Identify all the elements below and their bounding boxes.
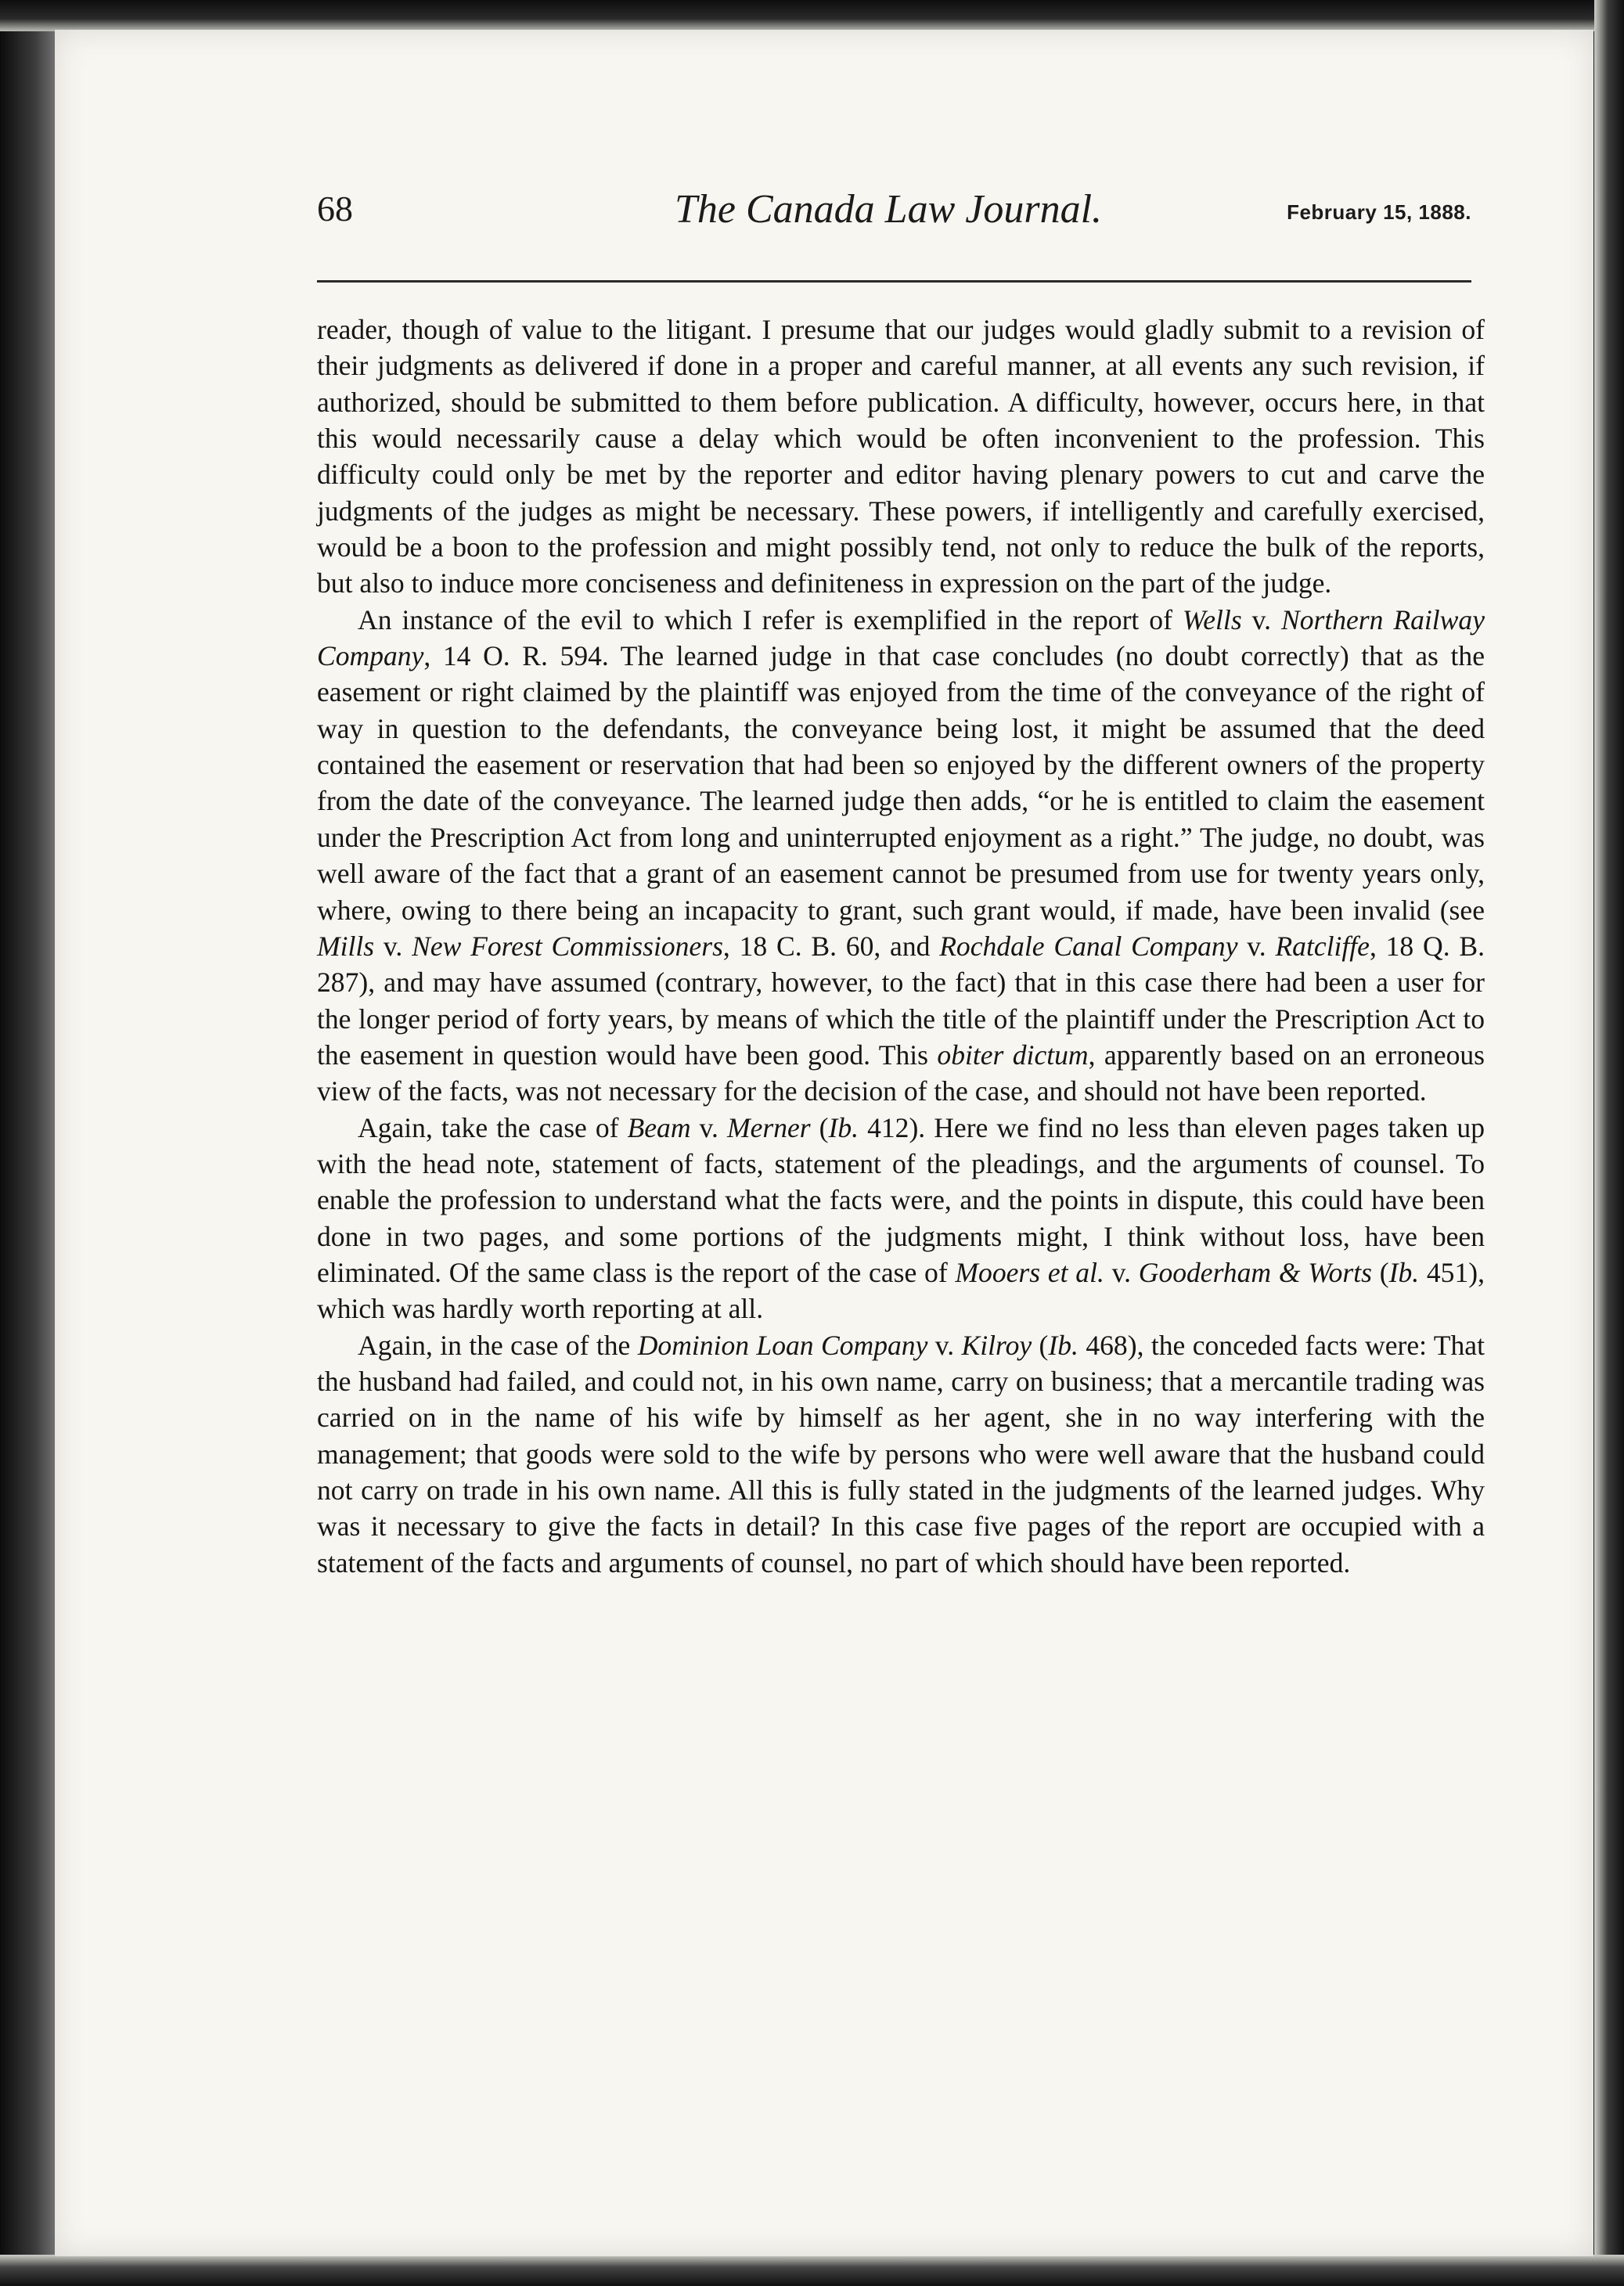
- scan-border-top: [0, 0, 1624, 31]
- text-run: reader, though of value to the litigant. I presume that our judges would gladly submit to a revision of their judgments as delivered if done in a proper and careful manner, at all events any such revision, if authorized, should be submitted to them before publication. A difficulty, however, occurs here, in that this would necessarily cause a delay which would be often inconvenient to the profession. This difficulty could only be met by the reporter and editor having plenary powers to cut and carve the judgments of the judges as might be necessary. These powers, if intelligently and carefully exercised, would be a boon to the profession and might possibly tend, not only to reduce the bulk of the reports, but also to induce more conciseness and definiteness in expression on the part of the judge.: [317, 314, 1485, 599]
- italic-citation: Northern Railway Company: [317, 603, 1485, 672]
- text-run: (: [1032, 1329, 1049, 1361]
- text-run: v.: [927, 1329, 962, 1361]
- text-run: (: [810, 1111, 829, 1143]
- italic-citation: Merner: [726, 1111, 811, 1143]
- italic-citation: obiter dictum: [937, 1039, 1089, 1071]
- issue-date: February 15, 1888.: [1287, 200, 1471, 224]
- text-run: v.: [374, 930, 412, 962]
- paragraph: [317, 311, 1485, 602]
- text-run: 468), the conceded facts were: That the husband had failed, and could not, in his own name, carry on business; that a mercantile trading was carried on in the name of his wife by himself as her agent, she in no way interfering with the management; that goods were sold to the wife by persons who were well aware that the husband could not carry on trade in his own name. All this is fully stated in the judgments of the learned judges. Why was it necessary to give the facts in detail? In this case five pages of the report are occupied with a statement of the facts and arguments of counsel, no part of which should have been reported.: [317, 1329, 1485, 1579]
- text-run: 451), which was hardly worth reporting at all.: [317, 1256, 1485, 1325]
- text-run: , 18 Q. B. 287), and may have assumed (contrary, however, to the fact) that in this case there had been a user for the longer period of forty years, by means of which the title of the plaintiff under the Prescription Act to the easement in question would have been good. This: [317, 930, 1485, 1071]
- scan-border-right: [1594, 0, 1624, 2286]
- italic-citation: Rochdale Canal Company: [939, 930, 1238, 962]
- page-header: [317, 178, 1471, 249]
- italic-citation: Gooderham & Worts: [1138, 1256, 1372, 1288]
- text-run: v.: [690, 1111, 727, 1143]
- page-number: 68: [317, 189, 353, 229]
- text-run: , 18 C. B. 60, and: [722, 930, 940, 962]
- header-rule: [317, 280, 1471, 283]
- italic-citation: Mills: [317, 930, 375, 962]
- scan-border-bottom: [0, 2255, 1624, 2286]
- italic-citation: Mooers et al.: [955, 1256, 1104, 1288]
- text-run: (: [1371, 1256, 1389, 1288]
- italic-citation: New Forest Commissioners: [412, 930, 723, 962]
- text-run: , 14 O. R. 594. The learned judge in that case concludes (no doubt correctly) that as the easement or right claimed by the plaintiff was enjoyed from the time of the conveyance of the right of way in question to the defendants, the conveyance being lost, it might be assumed that the deed contained the easement or reservation that had been so enjoyed by the different owners of the property from the date of the conveyance. The learned judge then adds, “or he is entitled to claim the easement under the Prescription Act from long and uninterrupted enjoyment as a right.” The judge, no doubt, was well aware of the fact that a grant of an easement cannot be presumed from use for twenty years only, where, owing to there being an incapacity to grant, such grant would, if made, have been invalid (see: [317, 640, 1485, 926]
- article-body: [317, 311, 1485, 1581]
- italic-citation: Kilroy: [961, 1329, 1032, 1361]
- journal-title: The Canada Law Journal.: [674, 187, 1103, 232]
- italic-citation: Dominion Loan Company: [637, 1329, 928, 1361]
- italic-citation: Ib.: [828, 1111, 859, 1143]
- italic-citation: Ib.: [1388, 1256, 1420, 1288]
- italic-citation: Beam: [627, 1111, 691, 1143]
- text-run: v.: [1241, 603, 1281, 635]
- text-run: v.: [1237, 930, 1276, 962]
- text-run: v.: [1104, 1256, 1139, 1288]
- text-run: , apparently based on an erroneous view of the facts, was not necessary for the decision of the case, and should not have been reported.: [317, 1039, 1485, 1107]
- text-run: Again, take the case of: [358, 1111, 628, 1143]
- text-run: An instance of the evil to which I refer is exemplified in the report of: [358, 603, 1183, 635]
- italic-citation: Ratcliffe: [1275, 930, 1370, 962]
- text-run: 412). Here we find no less than eleven pages taken up with the head note, statement of facts, statement of the pleadings, and the arguments of counsel. To enable the profession to understand what the facts were, and the points in dispute, this could have been done in two pages, and some portions of the judgments might, I think without loss, have been eliminated. Of the same class is the report of the case of: [317, 1111, 1485, 1288]
- paragraph: [317, 1110, 1485, 1327]
- italic-citation: Ib.: [1048, 1329, 1078, 1361]
- italic-citation: Wells: [1182, 603, 1242, 635]
- paragraph: [317, 602, 1485, 1110]
- text-run: Again, in the case of the: [358, 1329, 638, 1361]
- paragraph: [317, 1327, 1485, 1581]
